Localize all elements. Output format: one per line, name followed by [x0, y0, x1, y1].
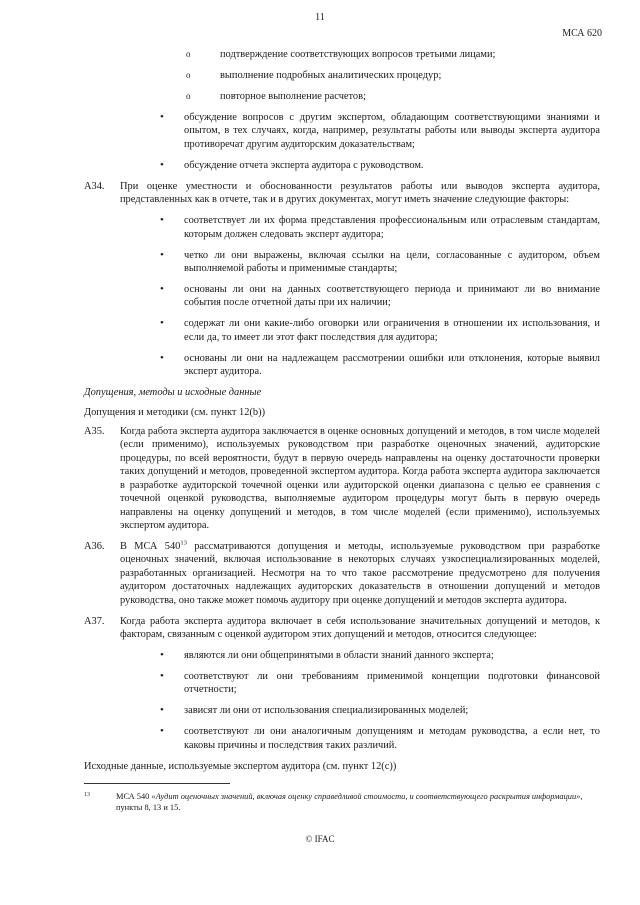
- list-item-text: повторное выполнение расчетов;: [220, 91, 366, 102]
- list-item-text: выполнение подробных аналитических процедур;: [220, 70, 442, 81]
- list-item: [120, 649, 600, 662]
- paragraph-text: При оценке уместности и обоснованности результатов работы или выводов эксперта аудитора, представленных как в отчете, так и в других документах, могут иметь значение следующие факторы:: [120, 180, 600, 206]
- bullet-icon: •: [160, 111, 164, 123]
- circle-bullet-icon: o: [186, 91, 191, 101]
- list-item: [120, 249, 600, 276]
- a37-bullets: [120, 649, 600, 752]
- bullet-icon: •: [160, 725, 164, 738]
- paragraph-a34: [84, 180, 600, 379]
- list-item-text: зависят ли они от использования специализированных моделей;: [184, 705, 469, 717]
- list-item: [120, 670, 600, 697]
- bullet-icon: •: [160, 158, 164, 171]
- paragraph-number: А35.: [84, 426, 105, 438]
- list-item: [120, 111, 600, 151]
- list-item: [120, 317, 600, 344]
- list-item-text: основаны ли они на надлежащем рассмотрении ошибки или отклонения, которые выявил эксперт аудитора.: [184, 352, 600, 378]
- footnote-reference[interactable]: 13: [180, 539, 187, 547]
- list-item: [120, 48, 600, 61]
- footnote-divider: [84, 783, 230, 784]
- paragraph-text: Когда работа эксперта аудитора включает в себя использование значительных допущений и методов, к факторам, связанным с оценкой аудитором этих допущений и методов, относится следующее:: [120, 615, 600, 640]
- list-item-text: подтверждение соответствующих вопросов третьими лицами;: [220, 49, 496, 60]
- paragraph-number: А36.: [84, 540, 105, 552]
- list-item: [120, 69, 600, 82]
- list-item-text: обсуждение отчета эксперта аудитора с руководством.: [184, 159, 424, 171]
- list-item-text: соответствуют ли они аналогичным допущениям и методам руководства, а если нет, то каковы причины и последствия таких различий.: [184, 726, 600, 751]
- list-item-text: соответствуют ли они требованиям применимой концепции подготовки финансовой отчетности;: [184, 670, 600, 696]
- paragraph-a36: [84, 539, 600, 607]
- paragraph-a37: [84, 615, 600, 753]
- subsection-heading: Допущения и методики (см. пункт 12(b)): [84, 406, 266, 418]
- page-number: 11: [315, 12, 325, 23]
- paragraph-text: Когда работа эксперта аудитора заключается в оценке основных допущений и методов, в том числе моделей (если применимо), используемых руководством при разработке оценочных значений, аудиторские процедуры, по всей вероятности, будут в первую очередь направлены на оценку достаточности проверки таких допущений и методов, проведенной экспертом аудитора. Когда работа эксперта аудитора заключается в разработке аудиторской точечной оценки или аудиторской оценки диапазона с целью ее сравнения с точечной оценкой руководства, выполняемые аудитором процедуры могут быть в первую очередь направлены на оценку допущений и методов, в том числе моделей (если применимо), используемых экспертом аудитора.: [120, 426, 600, 531]
- list-item: [120, 352, 600, 379]
- footnote: [84, 792, 600, 813]
- paragraph-a35: [84, 425, 600, 532]
- circle-bullet-icon: o: [186, 70, 191, 80]
- bullet-icon: •: [160, 214, 164, 227]
- list-item: [120, 159, 600, 172]
- list-item-text: соответствует ли их форма представления профессиональным или отраслевым стандартам, которым должен следовать эксперт аудитора;: [184, 215, 600, 240]
- list-item: [120, 90, 600, 103]
- bullet-icon: •: [160, 317, 164, 330]
- footnote-number: 13: [84, 792, 90, 798]
- bullet-icon: •: [160, 248, 164, 261]
- list-item: [120, 214, 600, 241]
- footnote-title: «Аудит оценочных значений, включая оценку справедливой стоимости, и соответствующего раскрытия информации»: [151, 792, 581, 801]
- bullet-icon: •: [160, 648, 164, 661]
- copyright-notice: © IFAC: [305, 834, 335, 844]
- top-sublist: [120, 48, 600, 103]
- list-item-text: основаны ли они на данных соответствующего периода и принимают ли во внимание события после отчетной даты при их наличии;: [184, 284, 600, 309]
- circle-bullet-icon: o: [186, 49, 191, 59]
- list-item: [120, 283, 600, 310]
- list-item-text: содержат ли они какие-либо оговорки или ограничения в отношении их использования, и если да, то имеет ли этот факт последствия для аудитора;: [184, 318, 600, 343]
- paragraph-text-start: В МСА 540: [120, 540, 181, 552]
- top-bullets: [120, 111, 600, 172]
- page-content: [84, 48, 600, 779]
- bullet-icon: •: [160, 351, 164, 364]
- list-item: [120, 725, 600, 752]
- footnote-text: [84, 792, 600, 813]
- subsection-heading-2: Исходные данные, используемые экспертом аудитора (см. пункт 12(c)): [84, 760, 397, 772]
- list-item-text: обсуждение вопросов с другим экспертом, обладающим соответствующими знаниями и опытом, в тех случаях, когда, например, результаты работы или выводы эксперта аудитора противоречат другим аудиторским доказательствам;: [184, 112, 600, 150]
- list-item-text: являются ли они общепринятыми в области знаний данного эксперта;: [184, 649, 494, 661]
- bullet-icon: •: [160, 704, 164, 717]
- a34-bullets: [120, 214, 600, 378]
- document-code: МСА 620: [562, 28, 602, 39]
- section-heading: Допущения, методы и исходные данные: [84, 387, 262, 399]
- footnote-tail: , пункты 8, 13 и 15.: [116, 792, 583, 812]
- bullet-icon: •: [160, 283, 164, 296]
- paragraph-number: А34.: [84, 180, 105, 192]
- footnote-lead: МСА 540: [116, 792, 152, 801]
- paragraph-text-rest: рассматриваются допущения и методы, используемые руководством при разработке оценочных значений, включая использование в некоторых случаях узкоспециализированных моделей, разработанных организацией. Несмотря на то что такое рассмотрение предусмотрено для получения аудитором достаточных надлежащих аудиторских доказательств в отношении допущений и методов руководства, оно также может помочь аудитору при оценке допущений и методов эксперта аудитора.: [120, 540, 600, 606]
- paragraph-text: [120, 540, 600, 607]
- bullet-icon: •: [160, 669, 164, 682]
- list-item-text: четко ли они выражены, включая ссылки на цели, согласованные с аудитором, объем выполняемой работы и применимые стандарты;: [184, 249, 600, 275]
- paragraph-number: А37.: [84, 615, 105, 627]
- list-item: [120, 704, 600, 717]
